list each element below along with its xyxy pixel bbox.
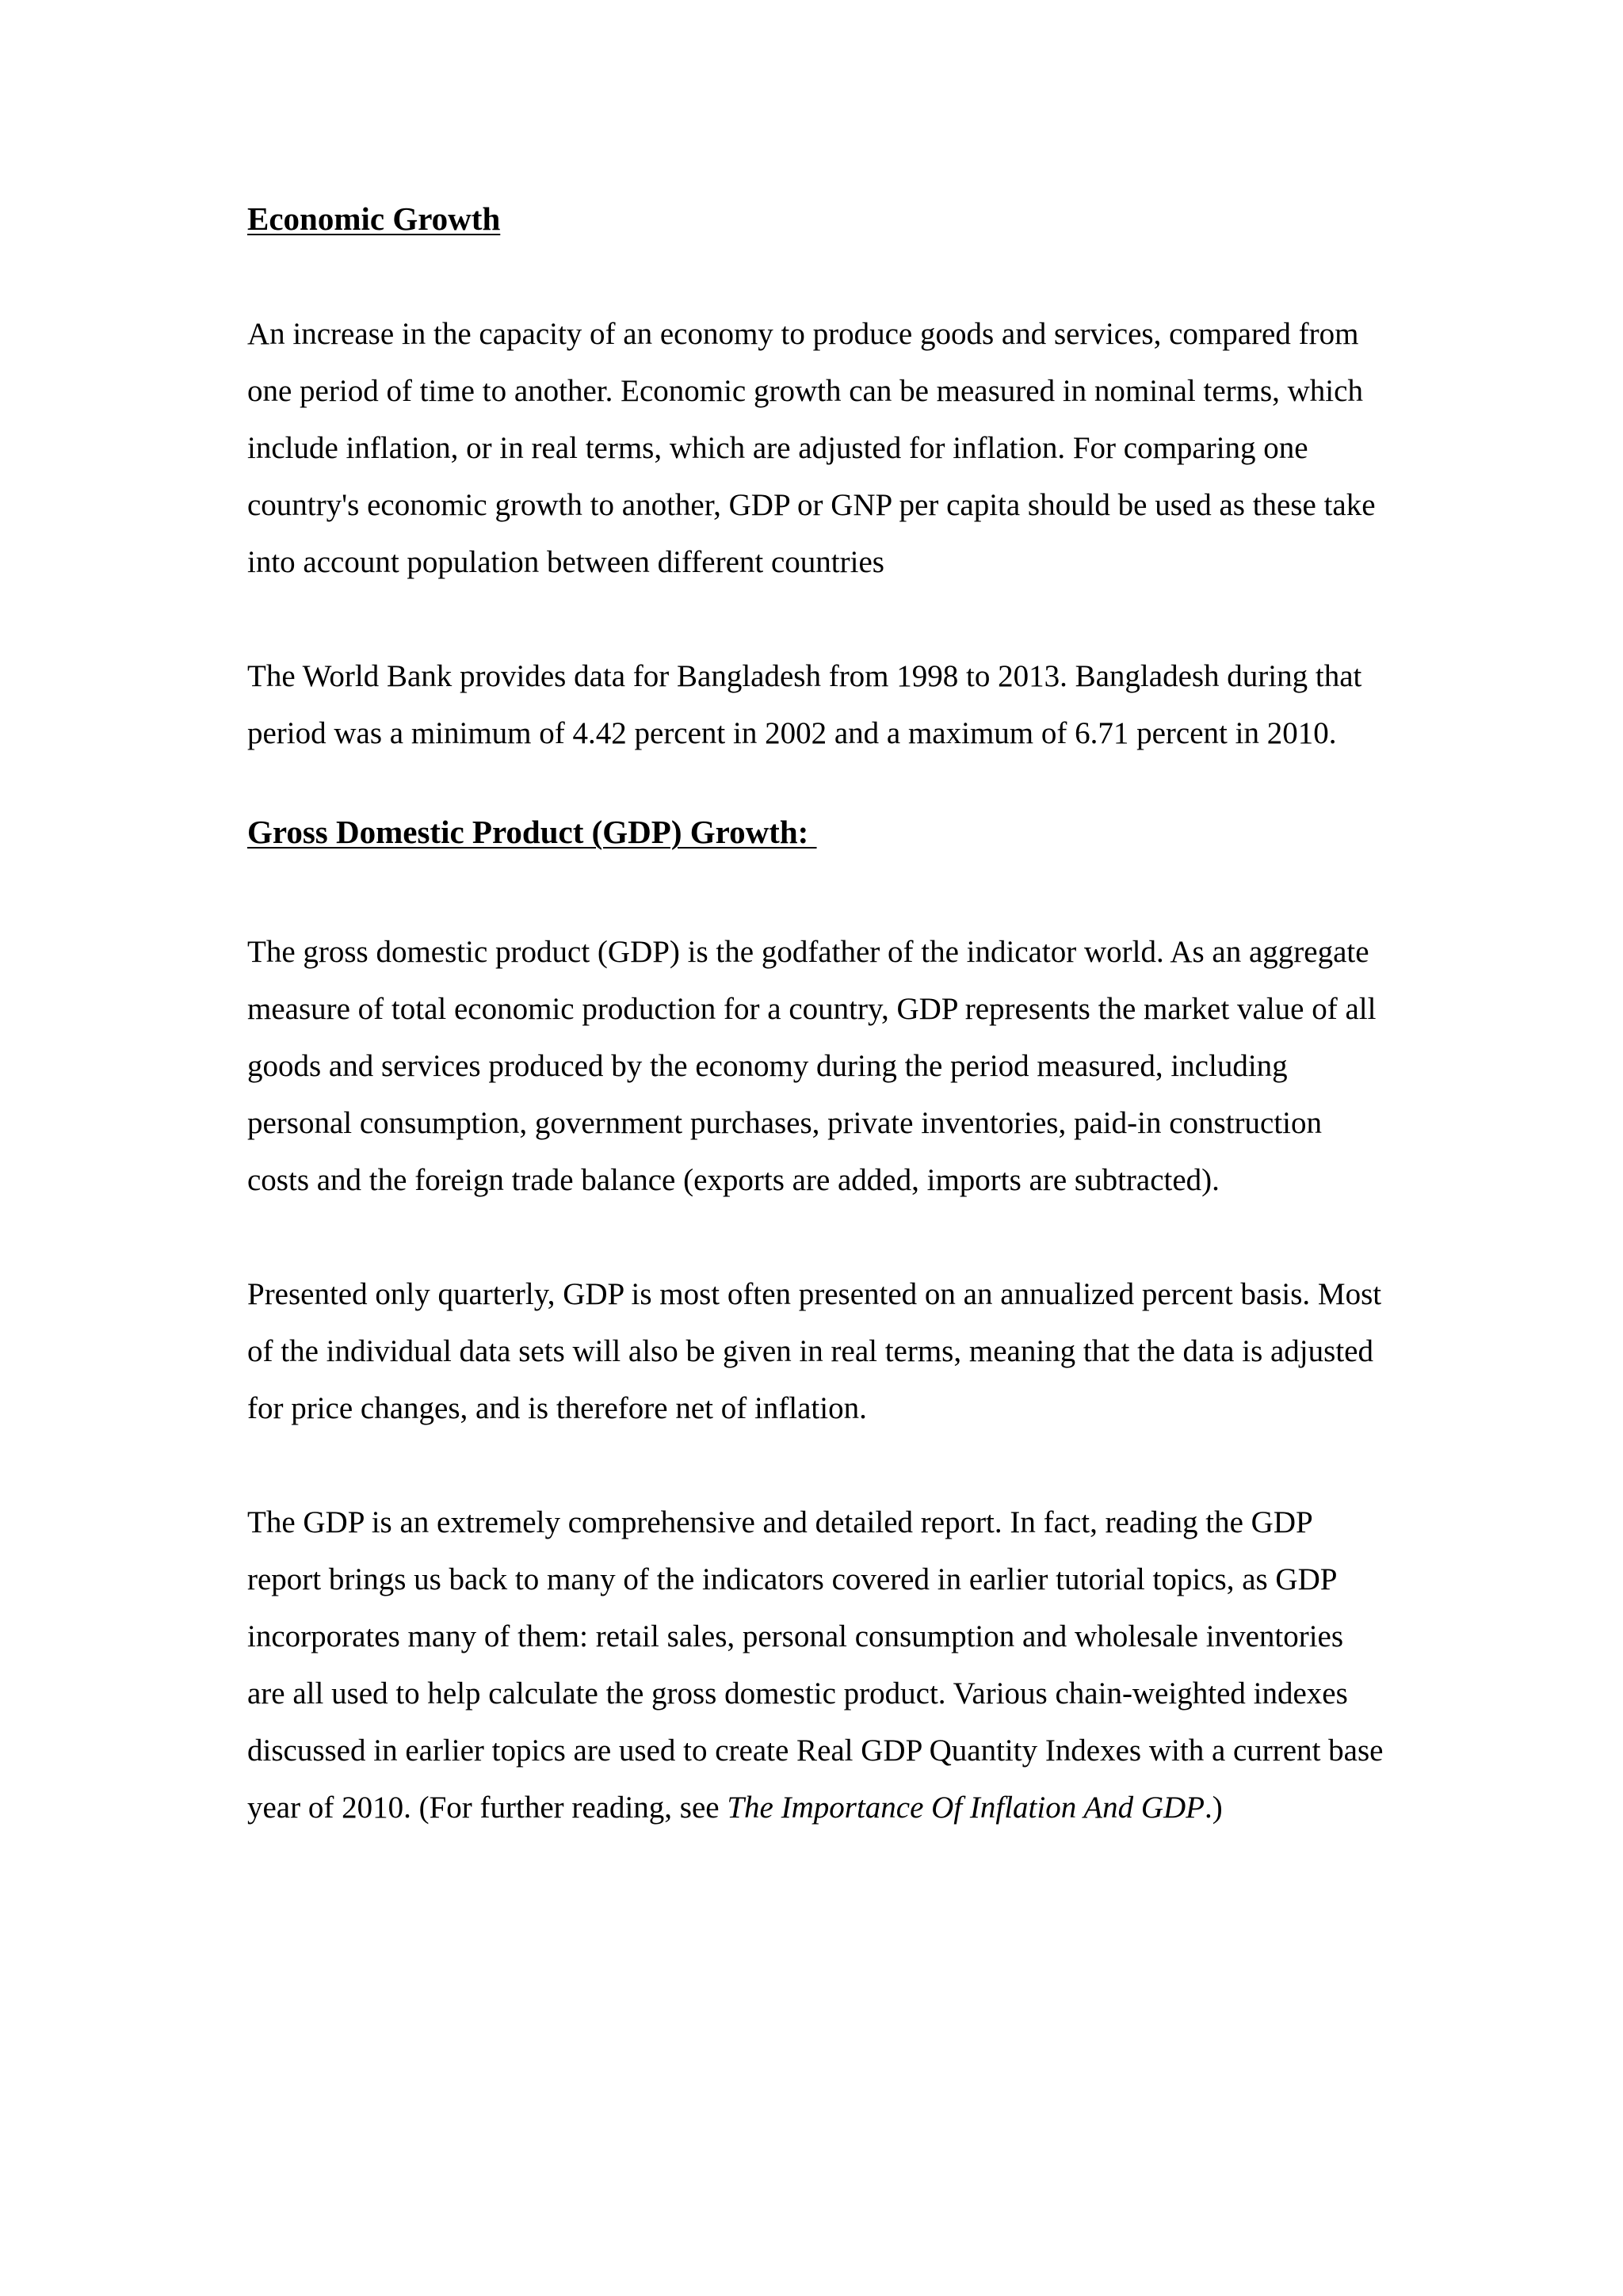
paragraph-gdp-report-text: The GDP is an extremely comprehensive and detailed report. In fact, reading the GDP report brings us back to many of the indicators covered in earlier tutorial topics, as GDP incorporates many of them: retail sales, personal consumption and wholesale inventories are all used to help calculate the gross domestic product. Various chain-weighted indexes discussed in earlier topics are used to create Real GDP Quantity Indexes with a current base year of 2010. (For further reading, see <box>247 1505 1384 1825</box>
paragraph-world-bank-data: The World Bank provides data for Bangladesh from 1998 to 2013. Bangladesh during that period was a minimum of 4.42 percent in 2002 and a maximum of 6.71 percent in 2010. <box>247 659 1362 750</box>
heading-gdp-growth: Gross Domestic Product (GDP) Growth: <box>247 814 817 850</box>
further-reading-title: The Importance Of Inflation And GDP <box>727 1791 1205 1825</box>
paragraph-gdp-definition: The gross domestic product (GDP) is the godfather of the indicator world. As an aggregate measure of total economic production for a country, GDP represents the market value of all goods and services produced by the economy during the period measured, including personal consumption, government purchases, private inventories, paid-in construction costs and the foreign trade balance (exports are added, imports are subtracted). <box>247 935 1377 1197</box>
document-page <box>247 195 1388 1836</box>
paragraph-gdp-quarterly: Presented only quarterly, GDP is most often presented on an annualized percent basis. Most of the individual data sets will also be given in real terms, meaning that the data is adjusted for price changes, and is therefore net of inflation. <box>247 1277 1382 1425</box>
paragraph-gdp-report-end: .) <box>1205 1791 1223 1825</box>
paragraph-economic-growth-definition: An increase in the capacity of an economy to produce goods and services, compared from one period of time to another. Economic growth can be measured in nominal terms, which include inflation, or in real terms, which are adjusted for inflation. For comparing one country's economic growth to another, GDP or GNP per capita should be used as these take into account population between different countries <box>247 317 1376 579</box>
paragraph-gdp-report <box>247 1494 1388 1836</box>
heading-economic-growth: Economic Growth <box>247 200 501 237</box>
